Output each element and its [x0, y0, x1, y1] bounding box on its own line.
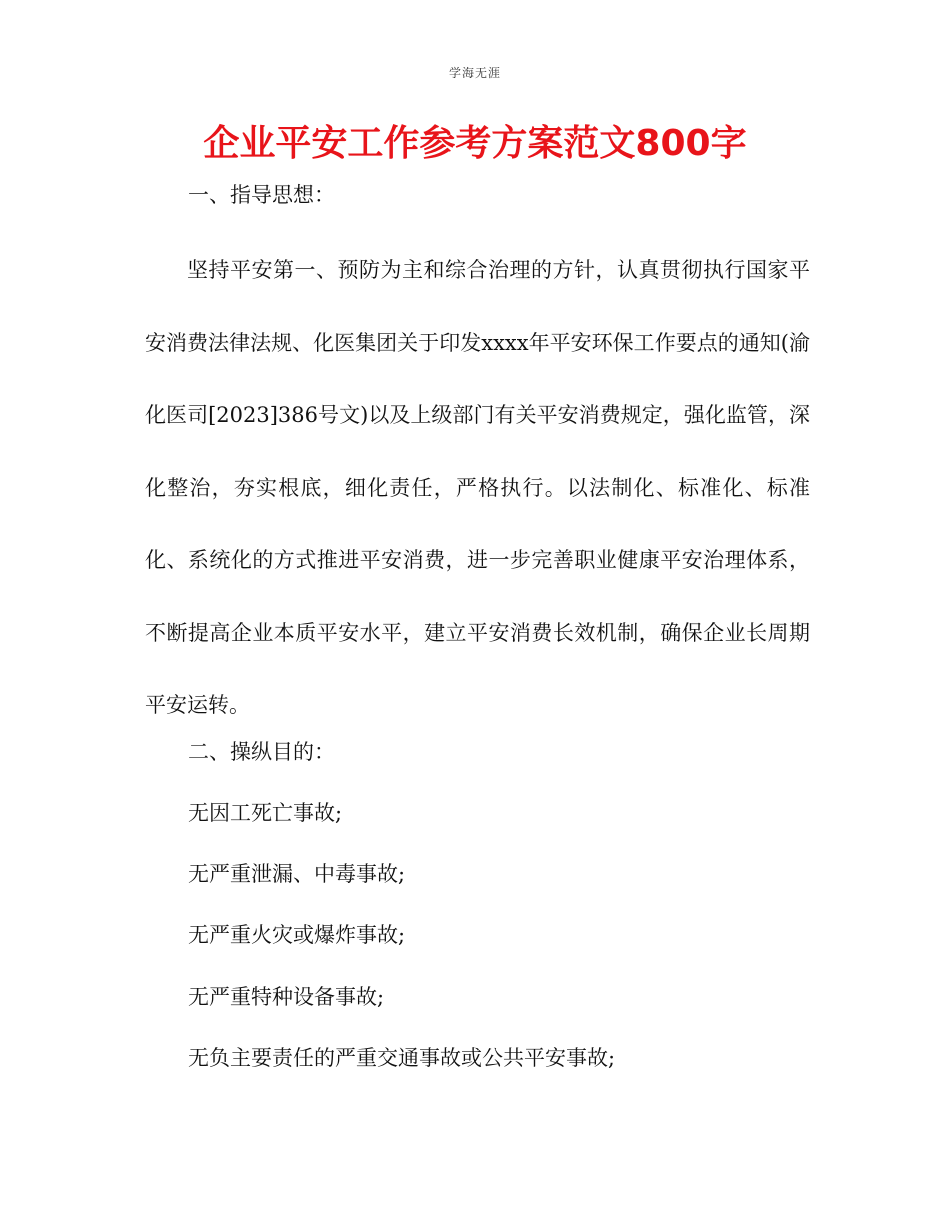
goal-item: 无负主要责任的严重交通事故或公共平安事故; [188, 1046, 616, 1070]
document-title: 企业平安工作参考方案范文800字 [203, 123, 747, 164]
goal-item: 无严重泄漏、中毒事故; [188, 862, 406, 886]
goal-item: 无严重火灾或爆炸事故; [188, 923, 406, 947]
section-1-heading: 一、指导思想： [188, 183, 335, 207]
goal-item: 无严重特种设备事故; [188, 985, 385, 1009]
goal-item: 无因工死亡事故; [188, 801, 343, 825]
section-1-paragraph: 坚持平安第一、预防为主和综合治理的方针，认真贯彻执行国家平安消费法律法规、化医集团关于印发xxxx年平安环保工作要点的通知(渝化医司[2023]386号文)以及上级部门有关平安消费规定，强化监管，深化整治，夯实根底，细化责任，严格执行。以法制化、标准化、标准化、系统化的方式推进平安消费，进一步完善职业健康平安治理体系，不断提高企业本质平安水平，建立平安消费长效机制，确保企业长周期平安运转。 [145, 258, 810, 717]
section-2-heading: 二、操纵目的： [188, 740, 335, 764]
running-header: 学海无涯 [448, 66, 501, 80]
